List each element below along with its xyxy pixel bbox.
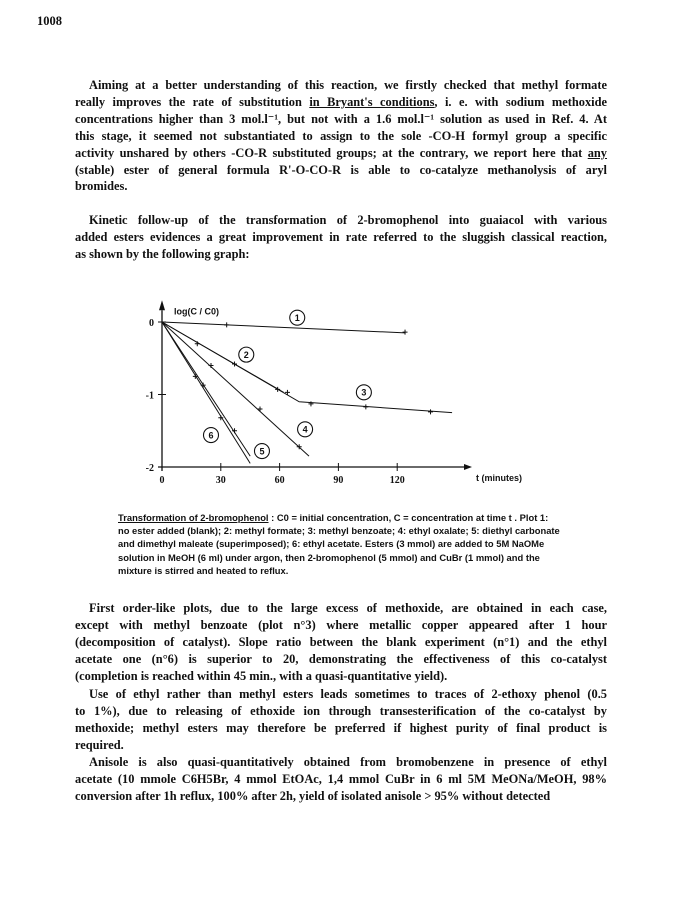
text-segment: methoxide; methyl esters may therefore be preferred if highest purity of final product is xyxy=(75,720,607,735)
text-segment: except with methyl benzoate (plot n°3) where metallic copper appeared after 1 hour xyxy=(75,617,607,632)
text-line xyxy=(75,634,607,651)
series-label-2: 2 xyxy=(243,349,249,360)
data-marker-3 xyxy=(428,409,433,414)
text-segment: acetate (10 mmole C6H5Br, 4 mmol EtOAc, 1,4 mmol CuBr in 6 ml 5M MeONa/MeOH, 98% xyxy=(75,771,607,786)
x-tick-label: 90 xyxy=(333,475,344,486)
text-line xyxy=(75,703,607,720)
x-axis-label: t (minutes) xyxy=(476,473,522,483)
series-label-3: 3 xyxy=(361,387,367,398)
y-tick-label: -2 xyxy=(145,463,154,474)
text-segment: added esters evidences a great improvement in rate referred to the sluggish classical reaction, xyxy=(75,229,607,244)
text-segment: Use of ethyl rather than methyl esters leads sometimes to traces of 2-ethoxy phenol (0.5 xyxy=(89,687,607,701)
caption-line: solution in MeOH (6 ml) under argon, then 2-bromophenol (5 mmol) and CuBr (1 mmol) and the xyxy=(118,551,540,563)
caption-line: : C0 = initial concentration, C = concentration at time t . Plot 1: xyxy=(268,512,549,523)
page-number: 1008 xyxy=(37,14,62,28)
data-marker-4 xyxy=(209,363,214,368)
underlined-text: in Bryant's conditions xyxy=(309,94,435,109)
x-tick-label: 120 xyxy=(389,475,405,486)
data-marker-1 xyxy=(403,330,408,335)
x-tick-label: 30 xyxy=(215,475,226,486)
text-line xyxy=(75,651,607,668)
ethyl-paragraph xyxy=(75,686,607,754)
y-axis-arrow xyxy=(159,300,165,310)
text-segment: really improves the rate of substitution xyxy=(75,94,310,109)
y-tick-label: -1 xyxy=(145,390,154,402)
text-line xyxy=(75,668,607,685)
data-marker-3 xyxy=(363,404,368,409)
series-line-3 xyxy=(162,322,452,413)
caption-line: mixture is stirred and heated to reflux. xyxy=(118,564,289,576)
text-segment: First order-like plots, due to the large excess of methoxide, are obtained in each case, xyxy=(89,601,607,615)
series-label-1: 1 xyxy=(294,312,300,323)
caption-line: no ester added (blank); 2: methyl formate; 3: methyl benzoate; 4: ethyl oxalate; 5: diethyl carbonate xyxy=(118,525,560,537)
caption-line: and dimethyl maleate (superimposed); 6: ethyl acetate. Esters (3 mmol) are added to 5M NaOMe xyxy=(118,538,545,550)
series-line-4 xyxy=(162,322,309,456)
x-axis-arrow xyxy=(464,464,472,470)
x-tick-label: 60 xyxy=(274,475,285,486)
text-line xyxy=(75,720,607,737)
series-label-6: 6 xyxy=(208,430,214,441)
series-line-1 xyxy=(162,322,405,333)
x-tick-label: 0 xyxy=(159,475,165,486)
text-segment: conversion after 1h reflux, 100% after 2h, yield of isolated anisole > 95% without detected xyxy=(75,788,551,803)
figure-caption xyxy=(118,511,570,577)
y-tick-label: 0 xyxy=(149,318,154,329)
text-line xyxy=(75,686,607,703)
text-line xyxy=(75,788,607,805)
text-segment: this stage, it seemed not substantiated to assign to the sole -CO-H formyl group a specific xyxy=(75,128,607,143)
text-segment: (completion is reached within 45 min., with a quasi-quantitative yield). xyxy=(75,668,448,683)
series-label-5: 5 xyxy=(259,446,265,457)
text-segment: , i. e. with sodium methoxide xyxy=(434,94,607,109)
text-segment: Kinetic follow-up of the transformation of 2-bromophenol into guaiacol with various xyxy=(89,213,607,227)
underlined-text: any xyxy=(587,145,607,160)
series-label-4: 4 xyxy=(302,424,308,435)
anisole-paragraph xyxy=(75,754,607,805)
text-line xyxy=(75,771,607,788)
text-segment: Aiming at a better understanding of this reaction, we firstly checked that methyl formate xyxy=(89,78,607,92)
text-line xyxy=(75,737,607,754)
text-segment: acetate one (n°6) is superior to 20, demonstrating the effectiveness of this co-catalyst xyxy=(75,651,607,666)
data-marker-1 xyxy=(224,322,229,327)
text-segment: concentrations higher than 3 mol.l⁻¹, but not with a 1.6 mol.l⁻¹ solution as used in Ref. 4. At xyxy=(75,111,607,126)
text-line xyxy=(75,617,607,634)
caption-title: Transformation of 2-bromophenol xyxy=(118,512,269,523)
text-segment: as shown by the following graph: xyxy=(75,246,250,261)
series-line-6 xyxy=(162,322,250,463)
results-paragraph xyxy=(75,600,607,685)
text-line xyxy=(75,754,607,771)
text-segment: activity unshared by others -CO-R substituted groups; at the contrary, we report here that xyxy=(75,145,588,160)
text-segment: (decomposition of catalyst). Slope ratio between the blank experiment (n°1) and the ethyl xyxy=(75,634,607,649)
text-segment: (stable) ester of general formula R'-O-CO-R is able to co-catalyze methanolysis of aryl xyxy=(75,162,607,177)
text-segment: bromides. xyxy=(75,179,128,194)
text-segment: Anisole is also quasi-quantitatively obtained from bromobenzene in presence of ethyl xyxy=(89,755,607,769)
data-marker-4 xyxy=(258,407,263,412)
text-segment: required. xyxy=(75,737,124,752)
text-line xyxy=(75,600,607,617)
y-axis-label: log(C / C0) xyxy=(174,306,219,317)
text-segment: to 1%), due to releasing of ethoxide ion through transesterification of the co-catalyst by xyxy=(75,703,607,718)
